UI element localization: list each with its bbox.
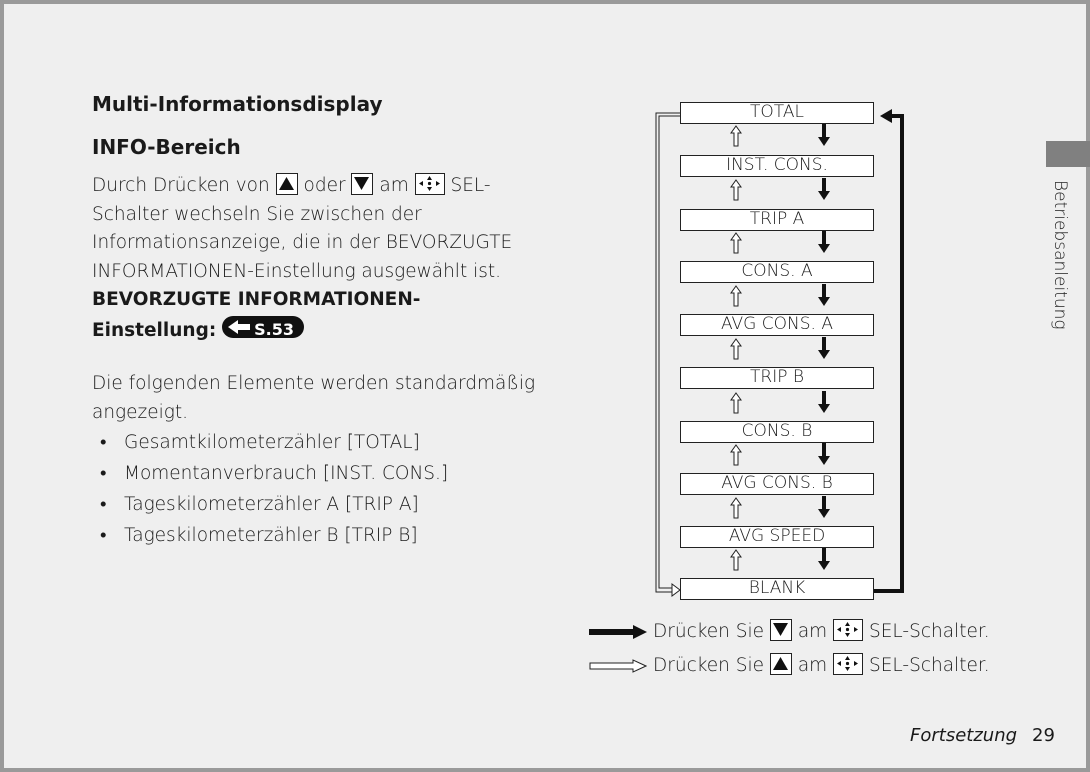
- list-item-label: Tageskilometerzähler B [TRIP B]: [124, 525, 418, 546]
- intro-text-1: Durch Drücken von: [92, 175, 270, 196]
- flow-item-cons-a: CONS. A: [680, 261, 874, 283]
- sel-dial-icon: [833, 619, 863, 641]
- arrow-right-filled-icon: [589, 625, 647, 639]
- list-item-label: Gesamtkilometerzähler [TOTAL]: [124, 432, 420, 453]
- chapter-tab-marker[interactable]: [1046, 141, 1090, 167]
- default-items-list: [100, 429, 448, 553]
- legend-up-mid: am: [797, 655, 828, 676]
- triangle-down-icon: [770, 619, 792, 641]
- intro-text-4: SEL-: [450, 175, 491, 196]
- list-item-label: Tageskilometerzähler A [TRIP A]: [124, 494, 419, 515]
- legend-up-pre: Drücken Sie: [653, 655, 765, 676]
- flow-arrows: [644, 94, 914, 614]
- bullet-icon: •: [100, 432, 107, 453]
- list-item: [100, 429, 448, 460]
- defaults-line-2: angezeigt.: [92, 401, 189, 423]
- intro-line-4: INFORMATIONEN-Einstellung ausgewählt ist.: [92, 260, 501, 282]
- page-reference-label: S.53: [254, 319, 294, 339]
- up-arrows: [731, 126, 741, 570]
- intro-line-3: Informationsanzeige, die in der BEVORZUGTE: [92, 232, 513, 253]
- section-title: INFO-Bereich: [92, 135, 241, 159]
- flow-item-avg-cons-a: AVG CONS. A: [680, 314, 874, 336]
- list-item: [100, 460, 448, 491]
- list-item: [100, 491, 448, 522]
- legend-down-mid: am: [797, 621, 828, 642]
- intro-text-2: oder: [303, 175, 346, 196]
- intro-text-3: am: [379, 175, 409, 196]
- bullet-icon: •: [100, 525, 107, 546]
- list-item-label: Momentanverbrauch [INST. CONS.]: [124, 463, 449, 484]
- flow-item-inst-cons: INST. CONS.: [680, 155, 874, 177]
- sel-dial-icon: [833, 653, 863, 675]
- defaults-line-1: Die folgenden Elemente werden standardmäßig: [92, 373, 536, 394]
- flow-item-trip-a: TRIP A: [680, 209, 874, 231]
- page-number: 29: [1032, 725, 1055, 746]
- chapter-tab-label: Betriebsanleitung: [1050, 180, 1070, 330]
- loop-up-arrow: [656, 113, 680, 596]
- bullet-icon: •: [100, 494, 107, 515]
- bullet-icon: •: [100, 463, 107, 484]
- manual-page: [4, 4, 1086, 768]
- arrow-right-outline-icon: [589, 659, 647, 673]
- defaults-paragraph: [92, 370, 552, 427]
- flow-item-total: TOTAL: [680, 102, 874, 124]
- continued-label: Fortsetzung: [910, 725, 1018, 746]
- list-item: [100, 522, 448, 553]
- legend-up-post: SEL-Schalter.: [868, 655, 990, 676]
- flow-item-cons-b: CONS. B: [680, 421, 874, 443]
- triangle-down-icon: [351, 173, 373, 195]
- intro-paragraph: [92, 172, 552, 345]
- setting-ref-line-1: BEVORZUGTE INFORMATIONEN-: [92, 289, 421, 310]
- loop-down-arrow: [874, 109, 904, 593]
- page-title: Multi-Informationsdisplay: [92, 92, 383, 116]
- sel-dial-icon: [415, 173, 445, 195]
- intro-line-2: Schalter wechseln Sie zwischen der: [92, 203, 422, 225]
- down-arrows: [818, 124, 830, 570]
- triangle-up-icon: [276, 173, 298, 195]
- triangle-up-icon: [770, 653, 792, 675]
- flow-item-blank: BLANK: [680, 578, 874, 600]
- page-reference-badge[interactable]: [222, 315, 304, 339]
- flow-item-avg-speed: AVG SPEED: [680, 526, 874, 548]
- setting-ref-line-2: Einstellung:: [92, 319, 217, 341]
- legend-down-post: SEL-Schalter.: [868, 621, 990, 642]
- legend-up: [589, 652, 990, 680]
- legend-down-pre: Drücken Sie: [653, 621, 765, 642]
- flow-item-avg-cons-b: AVG CONS. B: [680, 473, 874, 495]
- legend-down: [589, 618, 990, 646]
- flow-item-trip-b: TRIP B: [680, 367, 874, 389]
